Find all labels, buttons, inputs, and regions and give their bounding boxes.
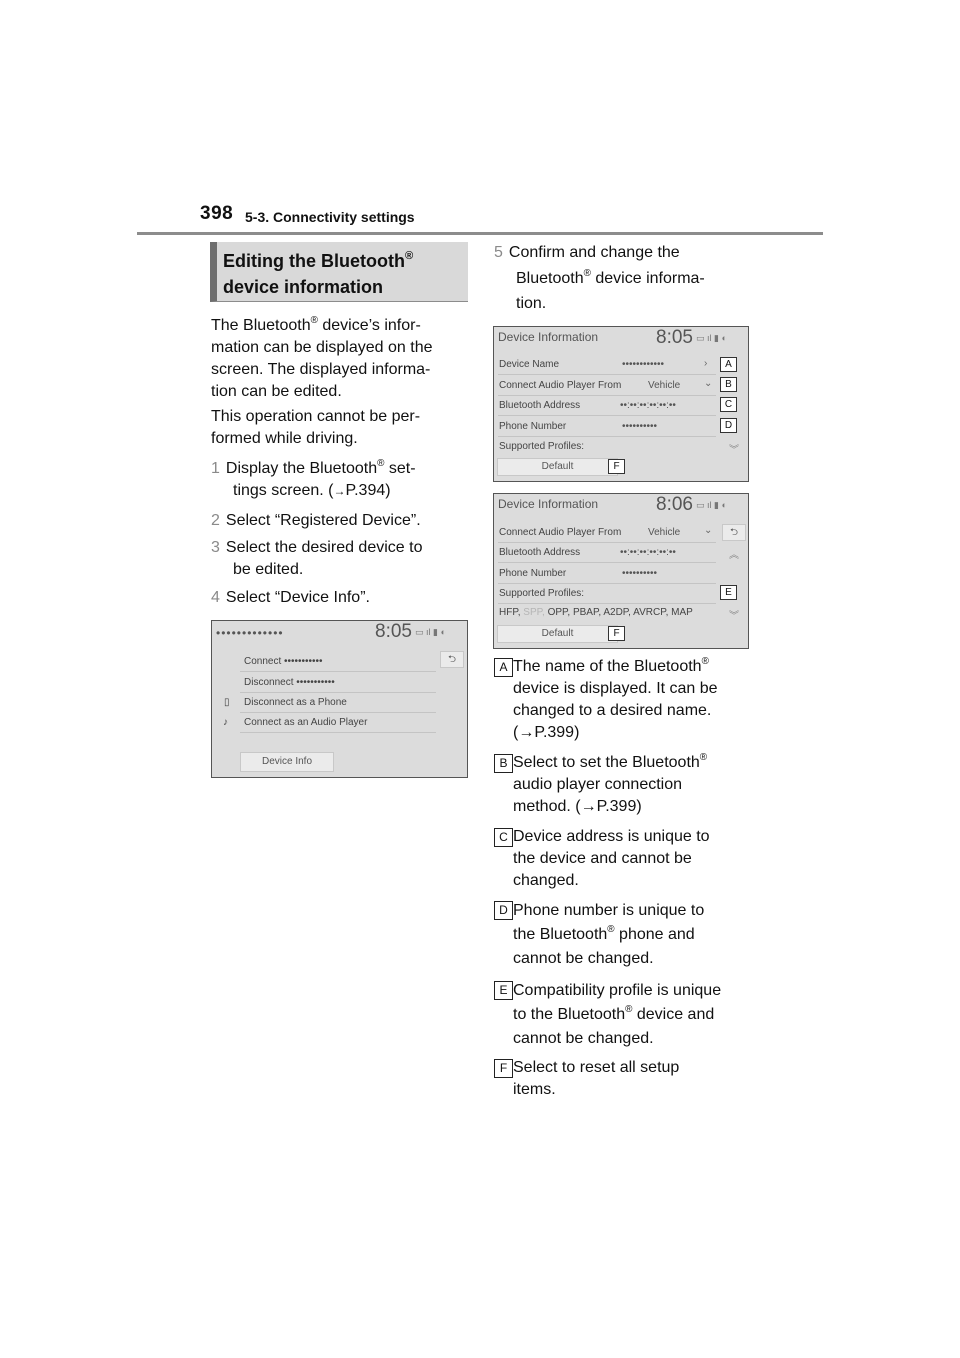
step-4: 4 Select “Device Info”. bbox=[211, 589, 370, 606]
row-phone-number: Phone Number bbox=[499, 421, 567, 432]
callout-e: E bbox=[720, 585, 737, 600]
description-e: Compatibility profile is unique to the Bluetooth® device and cannot be changed. bbox=[513, 982, 722, 1047]
section-heading bbox=[210, 242, 468, 302]
profile-list: HFP, SPP, OPP, PBAP, A2DP, AVRCP, MAP bbox=[499, 607, 693, 618]
callout-f: F bbox=[608, 626, 625, 641]
callout-d: D bbox=[720, 418, 737, 433]
screen-title: ••••••••••••• bbox=[216, 626, 284, 640]
screen-title: Device Information bbox=[498, 330, 599, 344]
status-icons: ▭ ıl ▮ ◐ bbox=[696, 333, 727, 343]
step-3: 3 Select the desired device to be edited. bbox=[211, 539, 423, 578]
arrow-icon: → bbox=[333, 484, 346, 498]
label-e: E bbox=[494, 981, 513, 1000]
heading-line-2: device information bbox=[223, 277, 384, 297]
step-2: 2 Select “Registered Device”. bbox=[211, 512, 421, 529]
description-d: Phone number is unique to the Bluetooth® phone and cannot be changed. bbox=[513, 902, 705, 967]
callout-a: A bbox=[720, 357, 737, 372]
scroll-up-icon[interactable]: ︽ bbox=[729, 550, 739, 561]
screenshot-device-information-1: Device Information 8:05 ▭ ıl ▮ ◐ Device Name •••••••••••• › Connect Audio Player From Vehicle ⌄ Bluetooth Address ••:••:••:••:••:•• Phone Number •••••••••• Supported Profiles: ︾ Default A B C D F bbox=[493, 326, 749, 482]
row-connect-audio-from[interactable]: Connect Audio Player From bbox=[499, 527, 622, 538]
header-rule bbox=[137, 232, 823, 235]
menu-item-connect[interactable]: Connect ••••••••••• bbox=[244, 656, 323, 667]
screenshot-device-information-2: Device Information 8:06 ▭ ıl ▮ ◐ Connect Audio Player From Vehicle ⌄ ⮌ Bluetooth Address ••:••:••:••:••:•• ︽ Phone Number •••••••••• Supported Profiles: HFP, SPP, OPP, PBAP, A2DP, AVRCP, MAP ︾ Default E F bbox=[493, 493, 749, 649]
description-f: Select to reset all setup items. bbox=[513, 1059, 680, 1098]
description-c: Device address is unique to the device and cannot be changed. bbox=[513, 828, 710, 889]
clock: 8:05 bbox=[375, 621, 412, 642]
callout-c: C bbox=[720, 397, 737, 412]
screen-title: Device Information bbox=[498, 497, 599, 511]
row-supported-profiles: Supported Profiles: bbox=[499, 588, 585, 599]
scroll-down-icon[interactable]: ︾ bbox=[729, 445, 739, 456]
section-title: 5-3. Connectivity settings bbox=[245, 209, 415, 225]
label-f: F bbox=[494, 1059, 513, 1078]
label-c: C bbox=[494, 828, 513, 847]
label-b: B bbox=[494, 754, 513, 773]
description-b: Select to set the Bluetooth® audio player connection method. (→P.399) bbox=[513, 751, 708, 815]
heading-line-1: Editing the Bluetooth® bbox=[223, 249, 414, 271]
menu-item-disconnect[interactable]: Disconnect ••••••••••• bbox=[244, 677, 335, 688]
chevron-right-icon: › bbox=[704, 358, 708, 369]
row-phone-number: Phone Number bbox=[499, 568, 567, 579]
description-a: The name of the Bluetooth® device is displayed. It can be changed to a desired name. (→P.399) bbox=[513, 655, 718, 741]
status-icons: ▭ ıl ▮ ◐ bbox=[696, 500, 727, 510]
chevron-down-icon: ⌄ bbox=[704, 378, 713, 389]
music-icon: ♪ bbox=[223, 717, 228, 728]
row-device-name[interactable]: Device Name bbox=[499, 359, 560, 370]
scroll-down-icon[interactable]: ︾ bbox=[729, 611, 739, 622]
row-supported-profiles: Supported Profiles: bbox=[499, 441, 585, 452]
callout-f: F bbox=[608, 459, 625, 474]
phone-icon: ▯ bbox=[224, 697, 230, 708]
intro-paragraph-2: This operation cannot be per- formed while driving. bbox=[211, 408, 421, 447]
back-button[interactable]: ⮌ bbox=[440, 651, 464, 668]
device-info-button[interactable]: Device Info bbox=[240, 752, 334, 772]
default-button[interactable]: Default bbox=[497, 625, 618, 643]
step-5: 5 Confirm and change the Bluetooth® device informa- tion. bbox=[494, 244, 705, 312]
callout-b: B bbox=[720, 377, 737, 392]
label-a: A bbox=[494, 658, 513, 677]
row-bluetooth-address: Bluetooth Address bbox=[499, 547, 581, 558]
clock: 8:05 bbox=[656, 327, 693, 348]
chevron-down-icon: ⌄ bbox=[704, 525, 713, 536]
status-icons: ▭ ıl ▮ ◐ bbox=[415, 627, 446, 637]
default-button[interactable]: Default bbox=[497, 458, 618, 476]
row-connect-audio-from[interactable]: Connect Audio Player From bbox=[499, 380, 622, 391]
label-d: D bbox=[494, 901, 513, 920]
row-bluetooth-address: Bluetooth Address bbox=[499, 400, 581, 411]
step-1: 1 Display the Bluetooth® set- tings screen. (→P.394) bbox=[211, 457, 416, 499]
intro-paragraph-1: The Bluetooth® device’s infor- mation can be displayed on the screen. The displayed informa- tion can be edited. bbox=[211, 314, 433, 400]
menu-item-connect-audio[interactable]: Connect as an Audio Player bbox=[244, 717, 368, 728]
clock: 8:06 bbox=[656, 494, 693, 515]
menu-item-disconnect-phone[interactable]: Disconnect as a Phone bbox=[244, 697, 347, 708]
back-button[interactable]: ⮌ bbox=[722, 524, 746, 541]
screenshot-device-options bbox=[211, 620, 468, 778]
page-number: 398 bbox=[200, 203, 234, 224]
